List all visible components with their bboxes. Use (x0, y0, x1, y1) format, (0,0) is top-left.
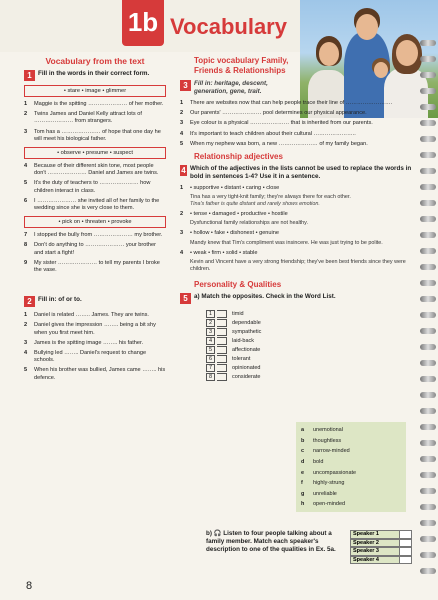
spiral-ring (420, 136, 436, 142)
match-row (301, 457, 401, 468)
spiral-ring (420, 184, 436, 190)
exercise-instruction: Fill in: of or to. (38, 296, 82, 304)
answer-box[interactable] (217, 328, 227, 336)
exercise-item (24, 232, 166, 239)
item-number: 4 (24, 163, 28, 170)
match-letter: e (301, 469, 305, 476)
spiral-ring (420, 488, 436, 494)
answer-box[interactable] (400, 547, 412, 556)
item-text[interactable]: I stopped the bully from ………………… my brother. (34, 232, 163, 239)
spiral-ring (420, 440, 436, 446)
item-text[interactable]: Daniel gives the impression …….. being a bit shy when you first meet him. (34, 322, 156, 336)
match-letter: c (301, 448, 305, 455)
match-left-list (206, 310, 416, 382)
unit-tab: 1b (122, 0, 164, 46)
exercise-item (24, 111, 166, 125)
exercise-5-heading (180, 293, 416, 304)
answer-box[interactable] (217, 355, 227, 363)
exercise-item (24, 312, 166, 319)
exercise-item (24, 322, 166, 336)
match-row (206, 337, 416, 346)
match-number: 6 (206, 355, 215, 363)
item-text[interactable]: Tom has a ………………… of hope that one day he will meet his biological father. (34, 128, 161, 142)
match-word: opinionated (232, 365, 261, 372)
item-text[interactable]: James is the spitting image …….. his father. (34, 339, 144, 346)
spiral-ring (420, 472, 436, 478)
exercise-items (180, 100, 416, 148)
item-number: 1 (24, 101, 28, 107)
match-word: highly-strung (313, 480, 345, 487)
match-row (206, 355, 416, 364)
spiral-ring (420, 536, 436, 542)
match-row (301, 499, 401, 510)
speaker-row (350, 547, 412, 556)
match-row (206, 364, 416, 373)
exercise-item (180, 185, 416, 192)
spiral-ring (420, 456, 436, 462)
speaker-row (350, 556, 412, 565)
exercise-number: 1 (24, 70, 35, 81)
exercise-number: 4 (181, 166, 186, 176)
match-word: laid-back (232, 338, 255, 345)
match-number: 5 (206, 346, 215, 354)
spiral-ring (420, 280, 436, 286)
match-row (301, 489, 401, 500)
adjective-list: • weak • firm • solid • stable (190, 249, 258, 256)
speaker-row (350, 530, 412, 539)
model-answer: Tina's father is quite distant and rarely shows emotion. (190, 201, 320, 208)
match-number: 3 (206, 328, 215, 336)
item-number: 5 (24, 180, 28, 187)
exercise-item (24, 367, 166, 381)
adjective-list: • tense • damaged • productive • hostile (190, 211, 288, 218)
match-word: unreliable (313, 490, 337, 497)
answer-box[interactable] (217, 337, 227, 345)
exercise-item (24, 350, 166, 364)
match-number: 7 (206, 364, 215, 372)
item-number: 4 (24, 350, 28, 357)
exercise-item (24, 198, 166, 212)
match-letter: f (301, 480, 303, 487)
match-number: 4 (206, 337, 215, 345)
match-word: tolerant (232, 356, 251, 363)
example-sentence: Dysfunctional family relationships are not healthy. (190, 220, 308, 227)
item-text[interactable]: Because of their different skin tone, most people don't ………………… Daniel and James are twins. (34, 163, 159, 177)
right-column (180, 56, 416, 382)
spiral-ring (420, 56, 436, 62)
section-title: Vocabulary from the text (45, 56, 145, 66)
match-number: 8 (206, 373, 215, 381)
match-word: timid (232, 311, 244, 318)
spiral-ring (420, 216, 436, 222)
match-letter: a (301, 427, 305, 434)
match-word: uncompassionate (313, 469, 357, 476)
speaker-table (350, 530, 412, 564)
left-column (24, 56, 166, 385)
answer-box[interactable] (217, 373, 227, 381)
spiral-ring (420, 552, 436, 558)
match-row (301, 478, 401, 489)
spiral-ring (420, 568, 436, 574)
example-sentence: Tina has a very tight-knit family; they're always there for each other. (190, 194, 351, 201)
item-text[interactable]: Daniel is related …….. James. They are twins. (34, 312, 149, 319)
photo-figure-face (356, 14, 378, 40)
adjective-list: • hollow • fake • dishonest • genuine (190, 230, 279, 237)
item-number: 2 (24, 111, 28, 118)
match-letter: d (301, 459, 305, 466)
exercise-item (24, 129, 166, 143)
word-box: • pick on • threaten • provoke (24, 216, 166, 228)
speaker-row (350, 539, 412, 548)
item-text[interactable]: Maggie is the spitting ………………… of her mother. (34, 101, 164, 107)
exercise-item (180, 120, 416, 127)
exercise-3-heading (180, 80, 416, 96)
item-number: 3 (180, 120, 184, 127)
spiral-ring (420, 328, 436, 334)
exercise-instruction: Which of the adjectives in the lists cannot be used to replace the words in bold in sentences 1-4? Use it in a sentence. (190, 165, 412, 181)
example-sentence: Mandy knew that Tim's compliment was insincere. He was just trying to be polite. (190, 239, 383, 246)
exercise-item (180, 230, 416, 237)
match-word: unemotional (313, 427, 343, 434)
exercise-item (180, 131, 416, 138)
section-title: Topic vocabulary Family, Friends & Relationships (194, 56, 289, 75)
exercise-number: 5 (180, 293, 191, 304)
match-word: open-minded (313, 501, 346, 508)
spiral-ring (420, 520, 436, 526)
word-box: • observe • presume • suspect (24, 147, 166, 159)
answer-box[interactable] (400, 539, 412, 548)
answer-box[interactable] (217, 364, 227, 372)
exercise-items (24, 232, 166, 274)
match-row (206, 319, 416, 328)
exercise-4-items (180, 185, 416, 276)
spiral-ring (420, 232, 436, 238)
item-text[interactable]: Bullying led …….. Daniel's request to change schools. (34, 350, 147, 364)
item-text[interactable]: Twins James and Daniel Kelly attract lots of ………………… from strangers. (34, 111, 142, 125)
match-row (301, 446, 401, 457)
exercise-4-heading (180, 165, 416, 181)
item-text[interactable]: It's the duty of teachers to ………………… how children interact in class. (34, 180, 151, 194)
item-text[interactable]: Don't do anything to ………………… your brother and start a fight! (34, 242, 157, 256)
exercise-2-heading (24, 296, 166, 307)
spiral-ring (420, 408, 436, 414)
item-number: 5 (24, 367, 28, 374)
item-number: 6 (24, 197, 28, 204)
item-number: 1 (24, 312, 28, 319)
match-letter: g (301, 490, 305, 497)
match-row (301, 467, 401, 478)
adjective-list: • supportive • distant • caring • close (190, 185, 280, 192)
exercise-item (24, 260, 166, 274)
exercise-1-heading (24, 70, 166, 81)
item-number: 4 (180, 249, 184, 256)
exercise-number: 3 (180, 80, 191, 91)
spiral-ring (420, 264, 436, 270)
spiral-ring (420, 40, 436, 46)
spiral-ring (420, 312, 436, 318)
spiral-ring (420, 360, 436, 366)
item-number: 3 (180, 230, 184, 237)
item-number: 1 (180, 185, 184, 192)
answer-box[interactable] (217, 319, 227, 327)
item-text[interactable]: I ………………… she invited all of her family to the wedding since she is very close to them. (34, 197, 160, 212)
item-number: 5 (180, 140, 184, 147)
match-word: dependable (232, 320, 261, 327)
spiral-ring (420, 168, 436, 174)
spiral-ring (420, 152, 436, 158)
item-text[interactable]: Eye colour is a physical ………………… that is inherited from our parents. (190, 120, 373, 127)
exercise-item (24, 242, 166, 256)
exercise-instruction: a) Match the opposites. Check in the Word List. (194, 292, 336, 300)
speaker-label: Speaker 1 (350, 530, 400, 539)
match-number: 2 (206, 319, 215, 327)
match-word: affectionate (232, 347, 261, 354)
exercise-item (180, 110, 416, 117)
page-title: Vocabulary (170, 14, 287, 39)
exercise-number: 2 (24, 296, 35, 307)
speaker-label: Speaker 2 (350, 539, 400, 548)
example-sentence: Kevin and Vincent have a very strong friendship; they've been best friends since they were children. (190, 258, 406, 272)
exercise-item (180, 100, 416, 107)
match-row (301, 425, 401, 436)
speaker-label: Speaker 3 (350, 547, 400, 556)
item-number: 9 (24, 259, 28, 266)
exercise-instruction: Fill in the words in their correct form. (38, 70, 150, 77)
item-text[interactable]: It's important to teach children about their cultural ………………….. (190, 130, 356, 137)
item-text[interactable]: Our parents' ………………… pool determines our physical appearance. (190, 110, 367, 117)
item-number: 3 (24, 339, 28, 346)
item-text[interactable]: There are websites now that can help people trace their line of ……………………. (190, 100, 393, 106)
match-row (206, 373, 416, 382)
spiral-ring (420, 200, 436, 206)
answer-box[interactable] (400, 556, 412, 565)
spiral-ring (420, 120, 436, 126)
match-letter: b (301, 437, 305, 444)
spiral-ring (420, 424, 436, 430)
match-right-box (296, 422, 406, 512)
match-word: considerate (232, 374, 261, 381)
item-text[interactable]: When his brother was bullied, James came …….. his defence. (34, 367, 166, 381)
item-number: 3 (24, 128, 28, 135)
section-title: Personality & Qualities (194, 279, 282, 289)
exercise-item (24, 163, 166, 177)
spiral-ring (420, 392, 436, 398)
item-text[interactable]: My sister ………………… to tell my parents I broke the vase. (34, 259, 160, 274)
match-word: sympathetic (232, 329, 262, 336)
exercise-item (180, 250, 416, 257)
spiral-ring (420, 248, 436, 254)
match-word: bold (313, 459, 324, 466)
exercise-items (24, 312, 166, 382)
match-row (301, 436, 401, 447)
exercise-item (24, 101, 166, 108)
match-row (206, 346, 416, 355)
spiral-ring (420, 88, 436, 94)
exercise-item (24, 340, 166, 347)
word-box: • stare • image • glimmer (24, 85, 166, 97)
spiral-ring (420, 376, 436, 382)
match-number: 1 (206, 310, 215, 318)
answer-box[interactable] (217, 310, 227, 318)
exercise-items (24, 101, 166, 143)
exercise-items (24, 163, 166, 212)
match-word: thoughtless (313, 437, 342, 444)
item-text[interactable]: When my nephew was born, a new ………………… of my family began. (190, 140, 368, 147)
spiral-ring (420, 504, 436, 510)
exercise-item (24, 180, 166, 194)
match-letter: h (301, 501, 305, 508)
spiral-ring (420, 72, 436, 78)
answer-box[interactable] (400, 530, 412, 539)
exercise-item (180, 141, 416, 148)
spiral-binding (420, 40, 438, 600)
match-row (206, 310, 416, 319)
item-number: 8 (24, 242, 28, 249)
exercise-instruction: Fill in: heritage, descent, generation, gene, trait. (194, 80, 268, 95)
speaker-label: Speaker 4 (350, 556, 400, 565)
spiral-ring (420, 296, 436, 302)
item-number: 4 (180, 130, 184, 137)
item-number: 1 (180, 100, 184, 106)
answer-box[interactable] (217, 346, 227, 354)
exercise-item (180, 211, 416, 218)
item-number: 7 (24, 232, 28, 239)
item-number: 2 (180, 211, 184, 218)
spacer (180, 273, 416, 276)
exercise-5b-instruction: b) 🎧 Listen to four people talking about a family member. Match each speaker's description to one of the qualities in Ex. 5a. (206, 530, 336, 553)
item-number: 2 (180, 110, 184, 117)
match-word: narrow-minded (313, 448, 350, 455)
page-number: 8 (26, 580, 33, 592)
section-title: Relationship adjectives (194, 152, 283, 162)
spiral-ring (420, 104, 436, 110)
item-number: 2 (24, 322, 28, 329)
match-row (206, 328, 416, 337)
spiral-ring (420, 344, 436, 350)
